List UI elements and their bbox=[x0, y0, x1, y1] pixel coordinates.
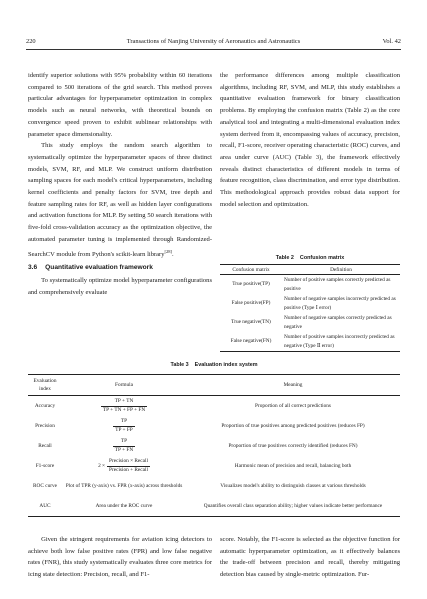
left-paragraph-3: To systematically optimize model hyperparameter configurations and comprehensively evaluate bbox=[28, 277, 212, 296]
section-heading bbox=[28, 262, 212, 274]
table2-header-col1: Confusion matrix bbox=[220, 265, 282, 275]
table-row: False negative(FN) Number of positive samples incorrectly predicted as negative (Type Ⅱ error) bbox=[220, 332, 400, 352]
table3-label: Table 3 bbox=[170, 362, 189, 368]
formula: 2 × $\frac{\text{Precision × Recall}}{\text{Precision + Recall}}$ bbox=[98, 458, 148, 473]
formula: $\frac{TP}{TP + FN}$ bbox=[114, 438, 134, 453]
left-paragraph-2: This study employs the random search algorithm to systematically optimize the hyperparameter spaces of three distinct models, SVM, RF, and MLP. We construct uniform distribution sampling spaces for each model's critical hyperparameters, including kernel coefficients and penalty factors for SVM, tree depth and feature sampling rates for RF, as well as hidden layer configurations and activation functions for MLP. By setting 50 search iterations with five-fold cross-validation accuracy as the optimization objective, the automated parameter tuning is implemented through Randomized-SearchCV module from Python's scikit-learn library[28]. bbox=[28, 142, 212, 258]
volume-label: Vol. 42 bbox=[382, 38, 401, 45]
bottom-left-column bbox=[28, 534, 212, 581]
section-number: 3.6 bbox=[28, 264, 38, 272]
formula: $\frac{TP + TN}{TP + TN + FP + FN}$ bbox=[102, 398, 146, 413]
confusion-matrix-table bbox=[220, 264, 400, 352]
left-column bbox=[28, 70, 212, 299]
table2-caption bbox=[220, 255, 400, 261]
formula: $\frac{TP}{TP + FP}$ bbox=[115, 418, 133, 433]
table2-label: Table 2 bbox=[275, 255, 294, 261]
table3-caption bbox=[28, 362, 400, 368]
bottom-right-column bbox=[220, 534, 400, 581]
table-row: False positive(FP) Number of negative samples incorrectly predicted as positive (Type Ⅰ error) bbox=[231, 296, 396, 311]
table-row: F1-score 2 × $\frac{\text{Precision × Recall}}{\text{Precision + Recall}}$ Harmonic mean of precision and recall, balancing both bbox=[28, 456, 400, 476]
table-row: True positive(TP) Number of positive samples correctly predicted as positive bbox=[232, 277, 391, 292]
table3-title: Evaluation index system bbox=[194, 362, 258, 368]
table2-header-col2: Definition bbox=[282, 265, 400, 275]
table3-header-col3: Meaning bbox=[186, 375, 400, 396]
evaluation-index-table bbox=[28, 374, 400, 517]
citation-ref: [28] bbox=[164, 248, 173, 254]
table3-header-col2: Formula bbox=[62, 375, 186, 396]
table-row: True negative(TN) Number of negative samples correctly predicted as negative bbox=[231, 315, 392, 330]
table-row: Recall $\frac{TP}{TP + FN}$ Proportion of true positives correctly identified (reduces FN) bbox=[28, 436, 400, 456]
table3-header-col1: Evaluation index bbox=[28, 375, 62, 396]
table-row: Precision $\frac{TP}{TP + FP}$ Proportion of true positives among predicted positives (reduces FP) bbox=[28, 416, 400, 436]
journal-title: Transactions of Nanjing University of Aeronautics and Astronautics bbox=[126, 38, 301, 45]
header-rule bbox=[26, 49, 401, 50]
bottom-left-paragraph: Given the stringent requirements for aviation icing detectors to achieve both low false positive rates (FPR) and low false negative rates (FNR), this study systematically evaluates three core metrics for icing state detection: Precision, recall, and F1- bbox=[28, 536, 212, 579]
page-number: 220 bbox=[26, 38, 36, 45]
right-column bbox=[220, 70, 400, 210]
bottom-right-paragraph: score. Notably, the F1-score is selected as the objective function for automatic hyperparameter optimization, as it effectively balances the trade-off between precision and recall, thereby mitigating detection bias caused by single-metric optimization. Fur- bbox=[220, 536, 400, 579]
section-title: Quantitative evaluation framework bbox=[45, 264, 153, 272]
left-paragraph-1: identify superior solutions with 95% probability within 60 iterations compared to 500 iterations of the grid search. This method proves particular advantages for hyperparameter optimization in complex models such as neural networks, with theoretical bounds on convergence speed proven to exhibit sublinear relationships with parameter space dimensionality. bbox=[28, 72, 212, 138]
table-row: ROC curve Plot of TPR (y-axis) vs. FPR (x-axis) across thresholds Visualizes model's ability to distinguish classes at various thresholds bbox=[33, 483, 366, 489]
table2-title: Confusion matrix bbox=[299, 255, 345, 261]
table-row: AUC Area under the ROC curve Quantifies overall class separation ability; higher values indicate better performance bbox=[28, 496, 400, 517]
right-paragraph-1: the performance differences among multiple classification algorithms, including RF, SVM, and MLP, this study establishes a quantitative evaluation framework for binary classification problems. By employing the confusion matrix (Table 2) as the core analytical tool and integrating a multi-dimensional evaluation index system derived from it, encompassing values of accuracy, precision, recall, F1-score, receiver operating characteristic (ROC) curves, and area under curve (AUC) (Table 3), the framework effectively reveals distinct characteristics of different models in terms of feature recognition, class discrimination, and error type distribution. This methodological approach provides robust data support for model selection and optimization. bbox=[220, 72, 400, 208]
table-row: Accuracy $\frac{TP + TN}{TP + TN + FP + FN}$ Proportion of all correct predictions bbox=[28, 396, 400, 417]
